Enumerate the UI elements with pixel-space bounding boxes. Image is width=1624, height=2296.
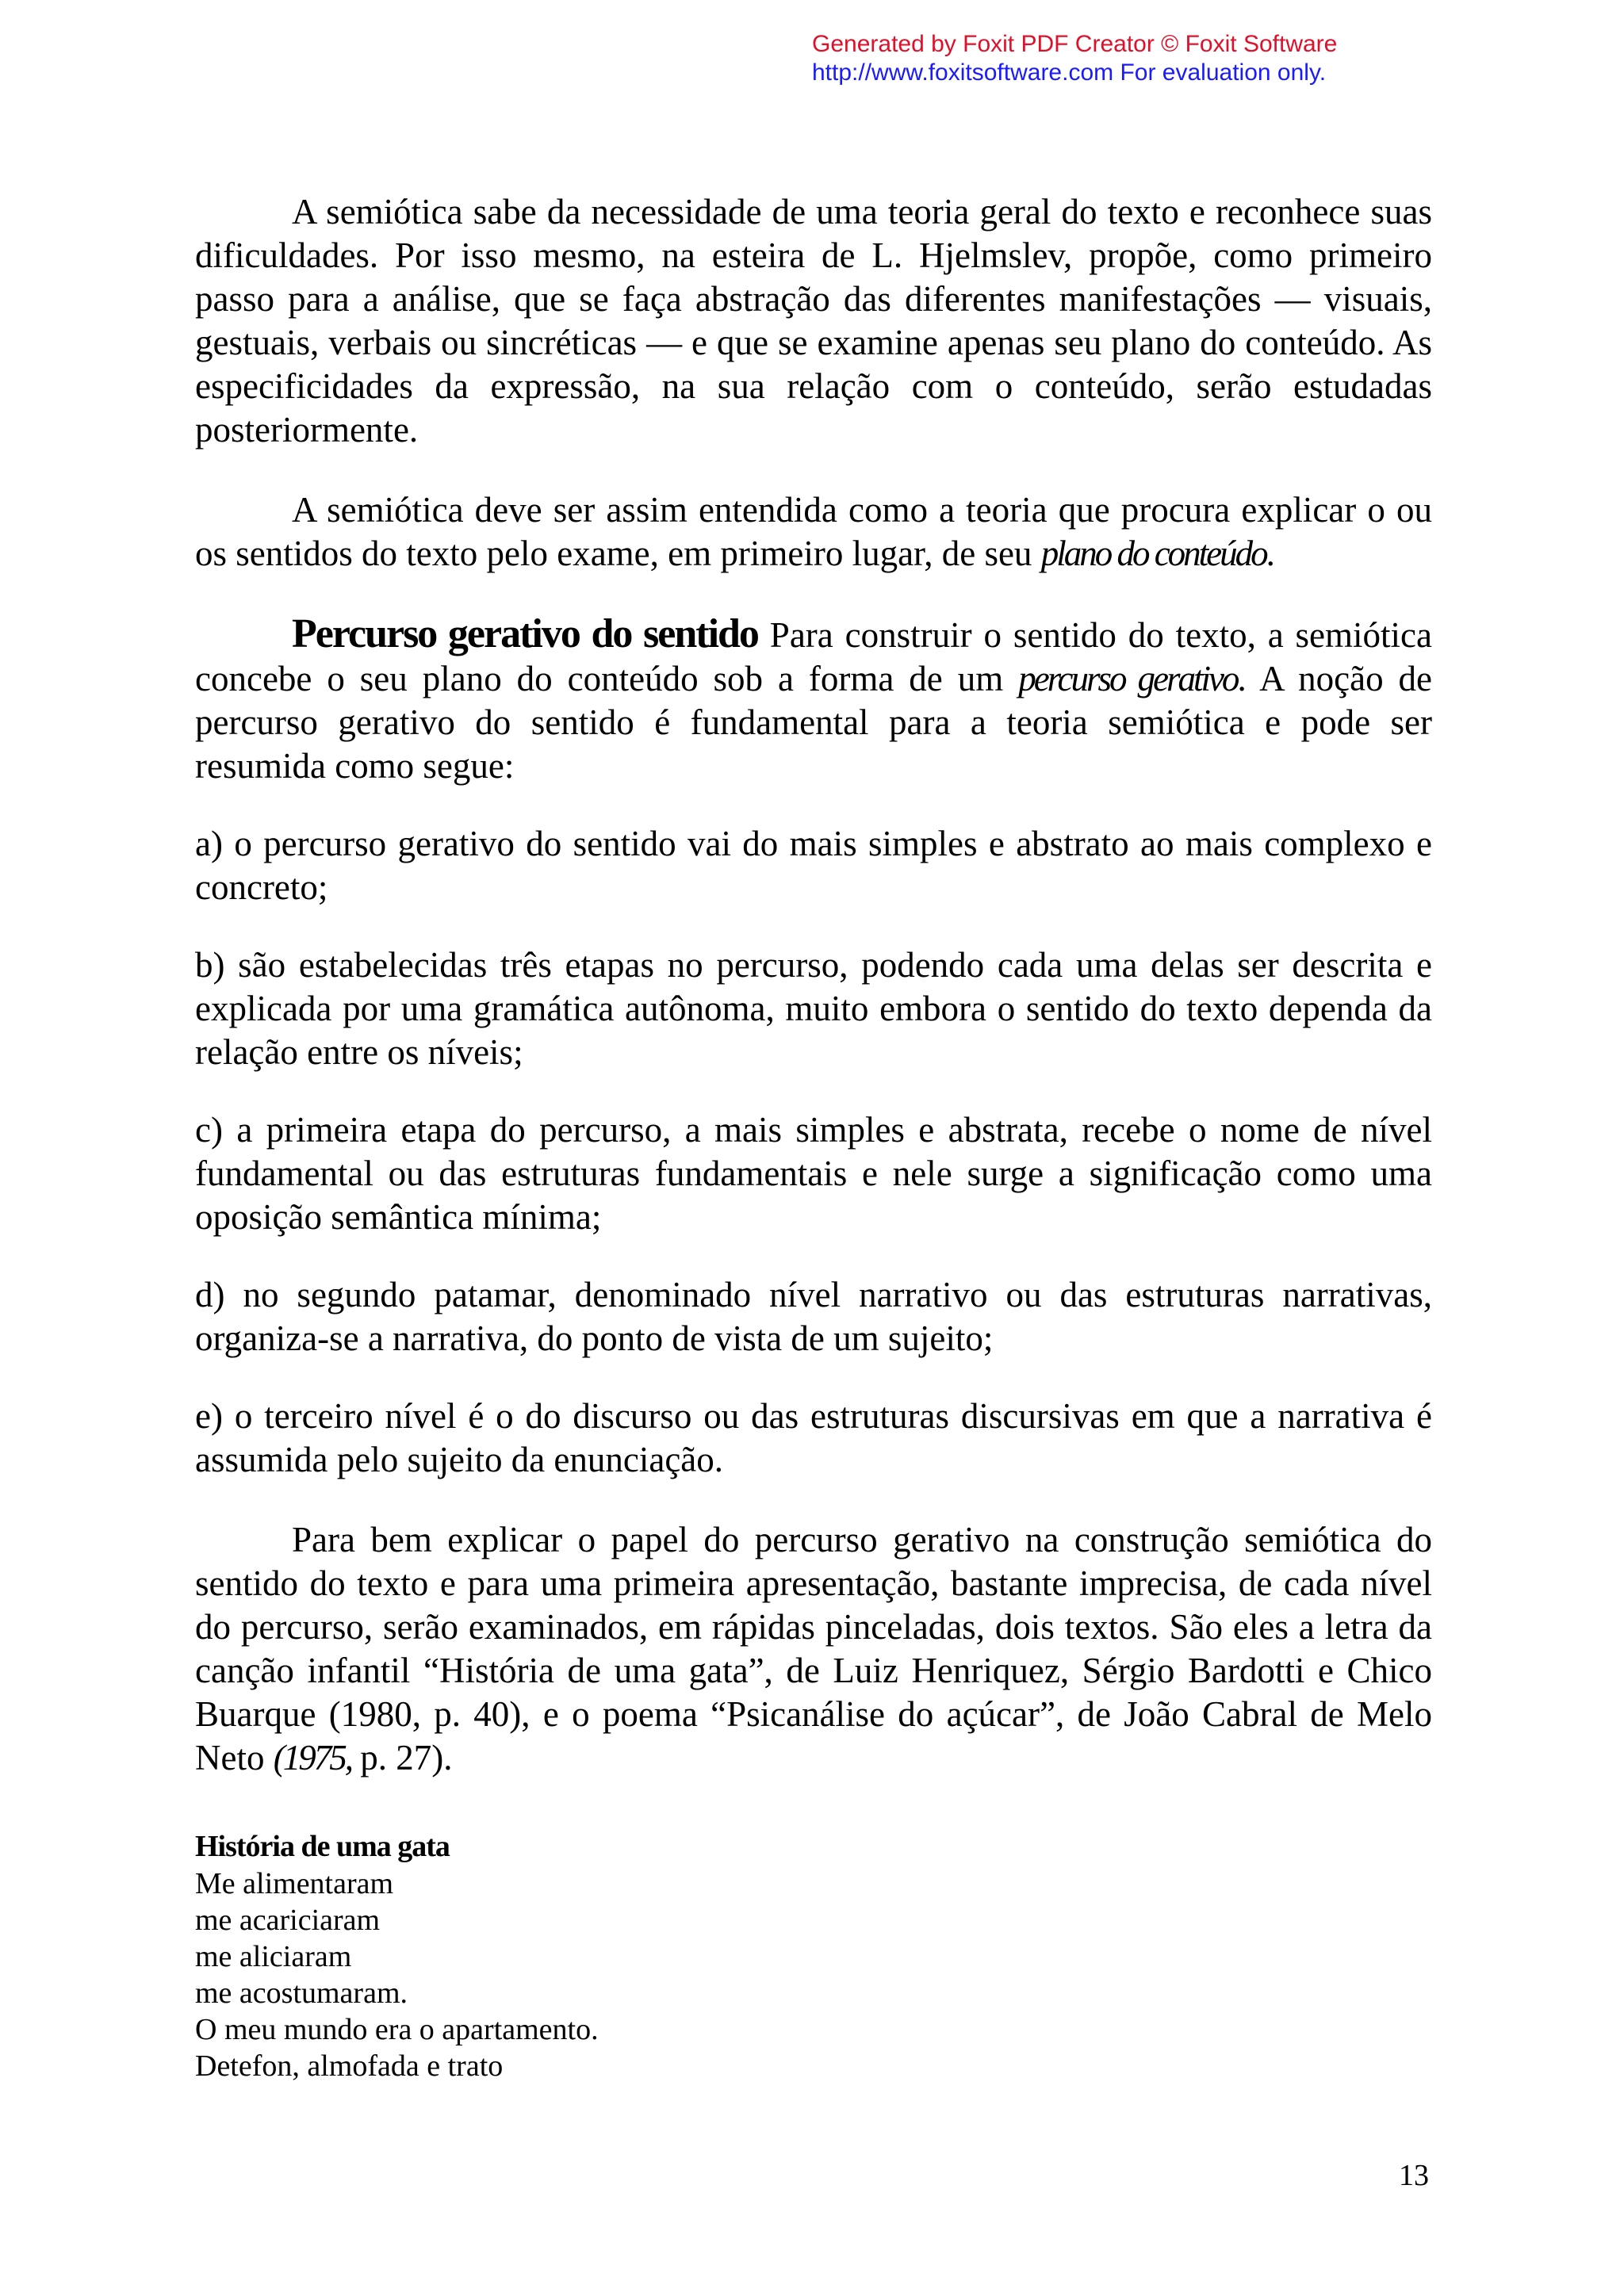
section-heading: Percurso gerativo do sentido bbox=[292, 611, 758, 656]
paragraph-1: A semiótica sabe da necessidade de uma teoria geral do texto e reconhece suas dificuldades. Por isso mesmo, na esteira de L. Hjelmslev, propõe, como primeiro passo para a análise, que se faça abstração das diferentes manifestações — visuais, gestuais, verbais ou sincréticas — e que se examine apenas seu plano do conteúdo. As especificidades da expressão, na sua relação com o conteúdo, serão estudadas posteriormente. bbox=[195, 192, 1432, 450]
poem-line: Me alimentaram bbox=[195, 1867, 394, 1900]
list-item-d: d) no segundo patamar, denominado nível narrativo ou das estruturas narrativas, organiza-se a narrativa, do ponto de vista de um sujeito; bbox=[195, 1275, 1432, 1358]
paragraph-3-text-2: . A noção de percurso gerativo do sentido é fundamental para a teoria semiótica e pode ser resumida como segue: bbox=[195, 659, 1432, 786]
page-number: 13 bbox=[1399, 2159, 1429, 2192]
poem-block bbox=[195, 1827, 1432, 2084]
paragraph-4 bbox=[195, 1518, 1432, 1780]
paragraph-2 bbox=[195, 488, 1432, 576]
paragraph-4-text: Para bem explicar o papel do percurso gerativo na construção semiótica do sentido do texto e para uma primeira apresentação, bastante imprecisa, de cada nível do percurso, serão examinados, em rápidas pinceladas, dois textos. São eles a letra da canção infantil “História de uma gata”, de Luiz Henriquez, Sérgio Bardotti e Chico Buarque (1980, p. 40), e o poema “Psicanálise do açúcar”, de João Cabral de Melo Neto bbox=[195, 1520, 1432, 1777]
poem-line: me acostumaram. bbox=[195, 1976, 408, 2010]
poem-line: me aliciaram bbox=[195, 1940, 352, 1973]
paragraph-2-text: A semiótica deve ser assim entendida como a teoria que procura explicar o ou os sentidos do texto pelo exame, em primeiro lugar, de seu bbox=[195, 490, 1432, 573]
watermark-line-1: Generated by Foxit PDF Creator © Foxit Software bbox=[812, 31, 1338, 57]
poem-title: História de uma gata bbox=[195, 1830, 450, 1863]
pdf-watermark bbox=[812, 30, 1438, 87]
emphasis-plano-conteudo: plano do conteúdo bbox=[1040, 534, 1266, 573]
list-item-c: c) a primeira etapa do percurso, a mais simples e abstrata, recebe o nome de nível fundamental ou das estruturas fundamentais e nele surge a significação como uma oposição semântica mínima; bbox=[195, 1110, 1432, 1237]
paragraph-2-end: . bbox=[1266, 534, 1275, 573]
emphasis-citation-year: (1975, bbox=[273, 1738, 351, 1777]
poem-line: Detefon, almofada e trato bbox=[195, 2049, 504, 2083]
list-item-a: a) o percurso gerativo do sentido vai do mais simples e abstrato ao mais complexo e concreto; bbox=[195, 824, 1432, 907]
paragraph-3-text-1: Para construir o sentido do texto, a semiótica concebe o seu plano do conteúdo sob a forma de um bbox=[195, 615, 1432, 698]
document-body bbox=[195, 190, 1432, 2084]
list-item-e: e) o terceiro nível é o do discurso ou das estruturas discursivas em que a narrativa é assumida pelo sujeito da enunciação. bbox=[195, 1396, 1432, 1479]
poem-line: me acariciaram bbox=[195, 1904, 381, 1937]
poem-line: O meu mundo era o apartamento. bbox=[195, 2013, 599, 2046]
paragraph-4-end: p. 27). bbox=[350, 1738, 453, 1777]
emphasis-percurso-gerativo: percurso gerativo bbox=[1018, 659, 1238, 698]
watermark-line-2: http://www.foxitsoftware.com For evaluation only. bbox=[812, 59, 1327, 86]
list-item-b: b) são estabelecidas três etapas no percurso, podendo cada uma delas ser descrita e explicada por uma gramática autônoma, muito embora o sentido do texto dependa da relação entre os níveis; bbox=[195, 945, 1432, 1072]
paragraph-3 bbox=[195, 612, 1432, 788]
